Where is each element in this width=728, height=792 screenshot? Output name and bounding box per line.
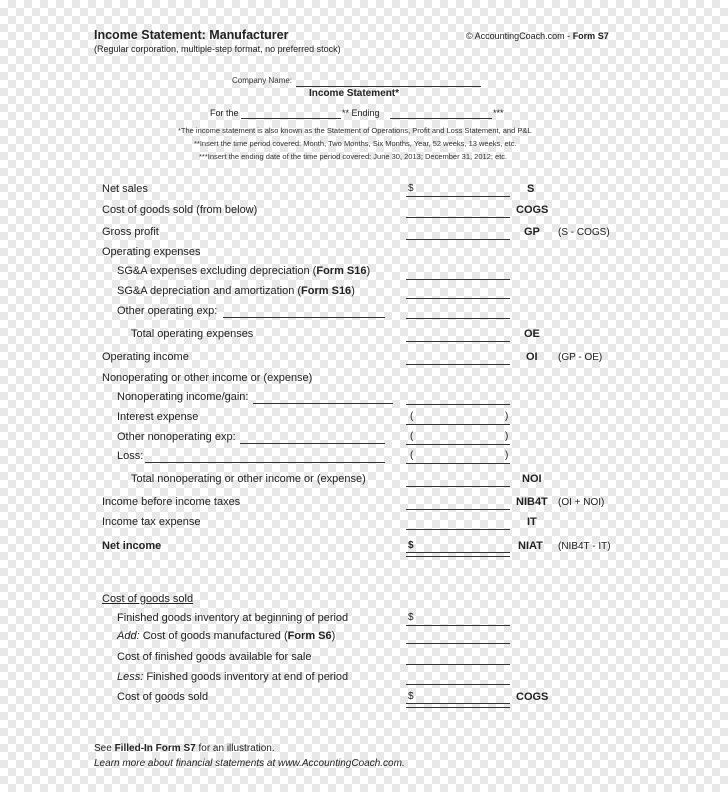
total-opex-field[interactable] bbox=[406, 341, 510, 342]
gross-profit-field[interactable] bbox=[406, 239, 510, 240]
tax-expense-code: IT bbox=[527, 516, 537, 528]
sga-excl-field[interactable] bbox=[406, 279, 510, 280]
available-label: Cost of finished goods available for sale bbox=[117, 651, 312, 663]
other-opex-label: Other operating exp: bbox=[117, 305, 218, 317]
note-3: ***Insert the ending date of the time period covered: June 30, 2013; December 31, 2012; etc. bbox=[199, 152, 508, 161]
other-nonop-field[interactable] bbox=[406, 444, 510, 445]
copyright-text: © AccountingCoach.com - bbox=[466, 31, 573, 41]
cogs-field[interactable] bbox=[406, 217, 510, 218]
interest-close-paren: ) bbox=[505, 411, 509, 422]
operating-income-formula: (GP - OE) bbox=[558, 352, 603, 363]
other-nonop-open-paren: ( bbox=[410, 431, 414, 442]
income-before-tax-code: NIB4T bbox=[516, 496, 548, 508]
add-mfg-label: Add: Cost of goods manufactured (Form S6) bbox=[117, 630, 336, 642]
for-the-label: For the bbox=[210, 108, 239, 118]
interest-expense-label: Interest expense bbox=[117, 411, 199, 423]
sga-excl-label: SG&A expenses excluding depreciation (Form S16) bbox=[117, 265, 371, 277]
tax-expense-label: Income tax expense bbox=[102, 516, 201, 528]
loss-field[interactable] bbox=[406, 463, 510, 464]
other-opex-description-field[interactable] bbox=[223, 317, 385, 318]
nonop-gain-field[interactable] bbox=[406, 404, 510, 405]
income-before-tax-formula: (OI + NOI) bbox=[558, 497, 605, 508]
net-income-field[interactable] bbox=[406, 552, 510, 557]
ending-date-line[interactable] bbox=[390, 118, 492, 119]
note-1: *The income statement is also known as the Statement of Operations, Profit and Loss Statement, and P&L bbox=[178, 126, 532, 135]
ending-label: ** Ending bbox=[342, 108, 380, 118]
total-opex-code: OE bbox=[524, 328, 540, 340]
fg-begin-currency: $ bbox=[408, 612, 414, 623]
gross-profit-code: GP bbox=[524, 226, 540, 238]
less-end-label: Less: Finished goods inventory at end of period bbox=[117, 671, 349, 683]
cogs-total-code: COGS bbox=[516, 691, 549, 703]
cogs-total-currency: $ bbox=[408, 691, 414, 702]
available-field[interactable] bbox=[406, 664, 510, 665]
net-income-formula: (NIB4T - IT) bbox=[558, 541, 611, 552]
gross-profit-label: Gross profit bbox=[102, 226, 159, 238]
learn-more[interactable]: Learn more about financial statements at www.AccountingCoach.com. bbox=[94, 758, 405, 769]
interest-expense-field[interactable] bbox=[406, 424, 510, 425]
nonop-header: Nonoperating or other income or (expense) bbox=[102, 372, 313, 384]
income-before-tax-field[interactable] bbox=[406, 509, 510, 510]
fg-begin-field[interactable] bbox=[406, 625, 510, 626]
period-line[interactable] bbox=[241, 118, 341, 119]
sga-dep-field[interactable] bbox=[406, 298, 510, 299]
nonop-gain-description-field[interactable] bbox=[253, 403, 393, 404]
operating-income-code: OI bbox=[526, 351, 538, 363]
copyright-line bbox=[466, 31, 609, 41]
less-end-field[interactable] bbox=[406, 684, 510, 685]
other-nonop-description-field[interactable] bbox=[240, 443, 385, 444]
net-sales-currency: $ bbox=[408, 183, 414, 194]
net-sales-field[interactable] bbox=[406, 196, 510, 197]
operating-income-label: Operating income bbox=[102, 351, 189, 363]
cogs-total-label: Cost of goods sold bbox=[117, 691, 209, 703]
add-mfg-field[interactable] bbox=[406, 643, 510, 644]
total-nonop-code: NOI bbox=[522, 473, 542, 485]
form-label: Form S7 bbox=[572, 31, 609, 41]
cogs-section-title: Cost of goods sold bbox=[102, 593, 194, 605]
tax-expense-field[interactable] bbox=[406, 529, 510, 530]
loss-close-paren: ) bbox=[505, 450, 509, 461]
company-name-label: Company Name: bbox=[232, 76, 293, 85]
company-name-line[interactable] bbox=[296, 86, 481, 87]
fg-begin-label: Finished goods inventory at beginning of period bbox=[117, 612, 349, 624]
other-nonop-close-paren: ) bbox=[505, 431, 509, 442]
note-2: **Insert the time period covered: Month, Two Months, Six Months, Year, 52 weeks, 13 weeks, etc. bbox=[194, 139, 517, 148]
page-title: Income Statement: Manufacturer bbox=[94, 28, 289, 42]
loss-label: Loss: bbox=[117, 450, 144, 462]
other-opex-field[interactable] bbox=[406, 318, 510, 319]
ending-suffix: *** bbox=[493, 108, 504, 118]
cogs-label: Cost of goods sold (from below) bbox=[102, 204, 258, 216]
income-before-tax-label: Income before income taxes bbox=[102, 496, 241, 508]
statement-title: Income Statement* bbox=[309, 88, 400, 99]
loss-description-field[interactable] bbox=[145, 462, 385, 463]
net-income-label: Net income bbox=[102, 540, 162, 552]
net-income-code: NIAT bbox=[518, 540, 543, 552]
page-subtitle: (Regular corporation, multiple-step format, no preferred stock) bbox=[94, 44, 341, 54]
net-sales-label: Net sales bbox=[102, 183, 148, 195]
interest-open-paren: ( bbox=[410, 411, 414, 422]
cogs-total-field[interactable] bbox=[406, 703, 510, 708]
gross-profit-formula: (S - COGS) bbox=[558, 227, 610, 238]
opex-header: Operating expenses bbox=[102, 246, 201, 258]
operating-income-field[interactable] bbox=[406, 364, 510, 365]
total-nonop-field[interactable] bbox=[406, 486, 510, 487]
sga-dep-label: SG&A depreciation and amortization (Form S16) bbox=[117, 285, 355, 297]
cogs-code: COGS bbox=[516, 204, 549, 216]
filled-in-form-link[interactable]: Filled-In Form S7 bbox=[114, 743, 196, 754]
total-nonop-label: Total nonoperating or other income or (expense) bbox=[131, 473, 366, 485]
nonop-gain-label: Nonoperating income/gain: bbox=[117, 391, 249, 403]
net-sales-code: S bbox=[527, 183, 535, 195]
loss-open-paren: ( bbox=[410, 450, 414, 461]
net-income-currency: $ bbox=[408, 540, 414, 551]
other-nonop-label: Other nonoperating exp: bbox=[117, 431, 236, 443]
see-filled-in: See Filled-In Form S7 for an illustration. bbox=[94, 743, 275, 754]
total-opex-label: Total operating expenses bbox=[131, 328, 254, 340]
